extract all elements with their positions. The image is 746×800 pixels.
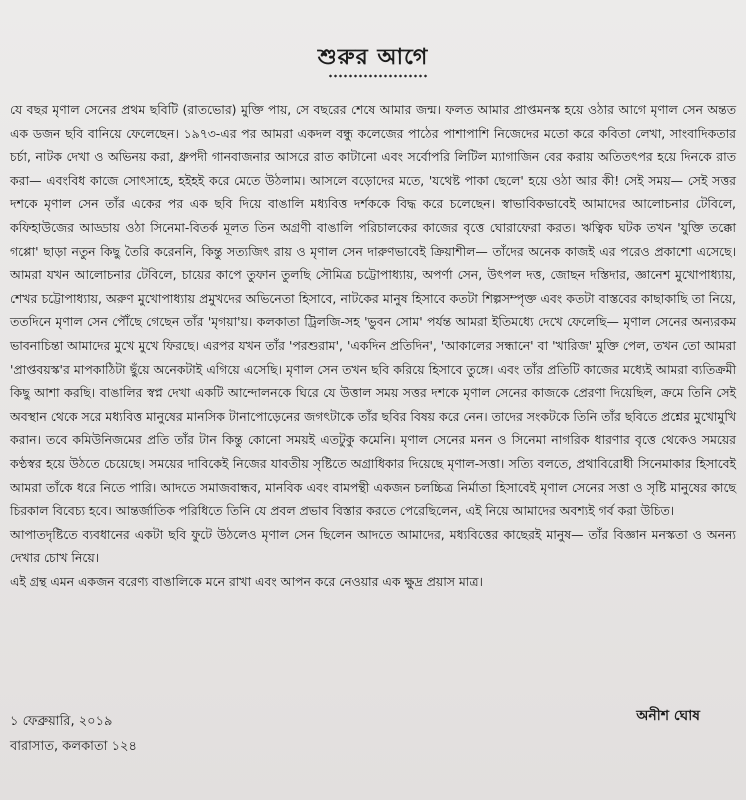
author-name: অনীশ ঘোষ (636, 708, 700, 724)
paragraph-2: আপাতদৃষ্টিতে ব্যবধানের একটা ছবি ফুটে উঠলেও মৃণাল সেন ছিলেন আদতে আমাদের, মধ্যবিত্তের কাছেরই মানুষ— তাঁর বিজ্ঞান মনস্কতা ও অনন্য দেখার চোখ নিয়ে। (10, 526, 736, 566)
preface-body (10, 98, 736, 593)
paragraph-1: যে বছর মৃণাল সেনের প্রথম ছবিটি (রাতভোর) মুক্তি পায়, সে বছরের শেষে আমার জন্ম। ফলত আমার প্রাপ্তমনস্ক হয়ে ওঠার আগে মৃণাল সেন অন্তত এক ডজন ছবি বানিয়ে ফেলেছেন। ১৯৭৩-এর পর আমরা একদল বন্ধু কলেজের পাঠের পাশাপাশি নিজেদের মতো করে কবিতা লেখা, সাংবাদিকতার চর্চা, নাটক দেখা ও অভিনয় করা, ধ্রুপদী গানবাজনার আসরে রাত কাটানো এবং সর্বোপরি লিটিল ম্যাগাজিন বের করায় অতিতৎপর হয়ে দিনকে রাত করা— এবংবিধ কাজে সোৎসাহে, হইহই করে মেতে উঠলাম। আসলে বড়োদের মতে, 'যথেষ্ট পাকা ছেলে' হয়ে ওঠা আর কী! সেই সময়— সেই সত্তর দশকে মৃণাল সেন তাঁর একের পর এক ছবি দিয়ে বাঙালি মধ্যবিত্ত দর্শককে বিদ্ধ করে চলেছেন। স্বাভাবিকভাবেই আমাদের আলোচনার টেবিলে, কফিহাউজের আড্ডায় ওঠা সিনেমা-বিতর্ক মূলত তিন অগ্রণী বাঙালি পরিচালকের কাজের বৃত্তে ঘোরাফেরা করত। ঋত্বিক ঘটক তখন 'যুক্তি তক্কো গপ্পো' ছাড়া নতুন কিছু তৈরি করেননি, কিন্তু সত্যজিৎ রায় ও মৃণাল সেন দারুণভাবেই ক্রিয়াশীল— তাঁদের অনেক কাজই এর পরেও প্রকাশো এসেছে। আমরা যখন আলোচনার টেবিলে, চায়ের কাপে তুফান তুলছি সৌমিত্র চট্টোপাধ্যায়, অপর্ণা সেন, উৎপল দত্ত, জোছন দস্তিদার, জ্ঞানেশ মুখোপাধ্যায়, শেখর চট্টোপাধ্যায়, অরুণ মুখোপাধ্যায় প্রমুখদের অভিনেতা হিসাবে, নাটকের মানুষ হিসাবে কতটা শিল্পসম্পৃক্ত এবং কতটা বাস্তবের কাছাকাছি তা নিয়ে, ততদিনে মৃণাল সেন পৌঁছে গেছেন তাঁর 'মৃগয়া'য়। কলকাতা ট্রিলজি-সহ 'ভুবন সোম' পর্যন্ত আমরা ইতিমধ্যে দেখে ফেলেছি— মৃণাল সেনের অন্যরকম ভাবনাচিন্তা আমাদের মুখে মুখে ফিরছে। এরপর যখন তাঁর 'পরশুরাম', 'একদিন প্রতিদিন', 'আকালের সন্ধানে' বা 'খারিজ' মুক্তি পেল, তখন তো আমরা 'প্রাপ্তবয়স্ক'র মাপকাঠিটা ছুঁয়ে অনেকটাই এগিয়ে এসেছি। মৃণাল সেন তখন ছবি করিয়ে হিসাবে তুঙ্গে। এবং তাঁর প্রতিটি কাজের মধ্যেই আমরা ব্যতিক্রমী কিছু আশা করছি। বাঙালির স্বপ্ন দেখা একটি আন্দোলনকে ঘিরে যে উত্তাল সময় সত্তর দশকে মৃণাল সেনের কাজকে প্রেরণা দিয়েছিল, ক্রমে তিনি সেই অবস্থান থেকে সরে মধ্যবিত্ত মানুষের মানসিক টানাপোড়েনের জগৎটাকে তাঁর ছবির বিষয় করে নেন। তাদের সংকটকে তিনি তাঁর ছবিতে প্রশ্নের মুখোমুখি করান। তবে কমিউনিজমের প্রতি তাঁর টান কিন্তু কোনো সময়ই এতটুকু কমেনি। মৃণাল সেনের মনন ও সিনেমা নাগরিক ধারণার বৃত্তে থেকেও সময়ের কণ্ঠস্বর হয়ে উঠতে চেয়েছে। সময়ের দাবিকেই নিজের যাবতীয় সৃষ্টিতে অগ্রাধিকার দিয়েছে মৃণাল-সত্তা। সত্যি বলতে, প্রথাবিরোধী সিনেমাকার হিসাবেই আমরা তাঁকে ধরে নিতে পারি। আদতে সমাজবান্ধব, মানবিক এবং বামপন্থী একজন চলচ্চিত্র নির্মাতা হিসাবেই মৃণাল সেনের সত্তা ও সৃষ্টি মানুষের কাছে চিরকাল বিবেচ্য হবে। আন্তর্জাতিক পরিধিতে তিনি যে প্রবল প্রভাব বিস্তার করতে পেরেছিলেন, এই নিয়ে আমাদের অবশ্যই গর্ব করা উচিত। (10, 102, 736, 519)
page-title: শুরুর আগে (317, 45, 429, 70)
place-line: বারাসাত, কলকাতা ১২৪ (10, 739, 137, 754)
title-dotted-divider (328, 74, 428, 78)
date-line: ১ ফেব্রুয়ারি, ২০১৯ (10, 714, 113, 729)
paragraph-3: এই গ্রন্থ এমন একজন বরেণ্য বাঙালিকে মনে রাখা এবং আপন করে নেওয়ার এক ক্ষুদ্র প্রয়াস মাত্র। (10, 573, 483, 589)
